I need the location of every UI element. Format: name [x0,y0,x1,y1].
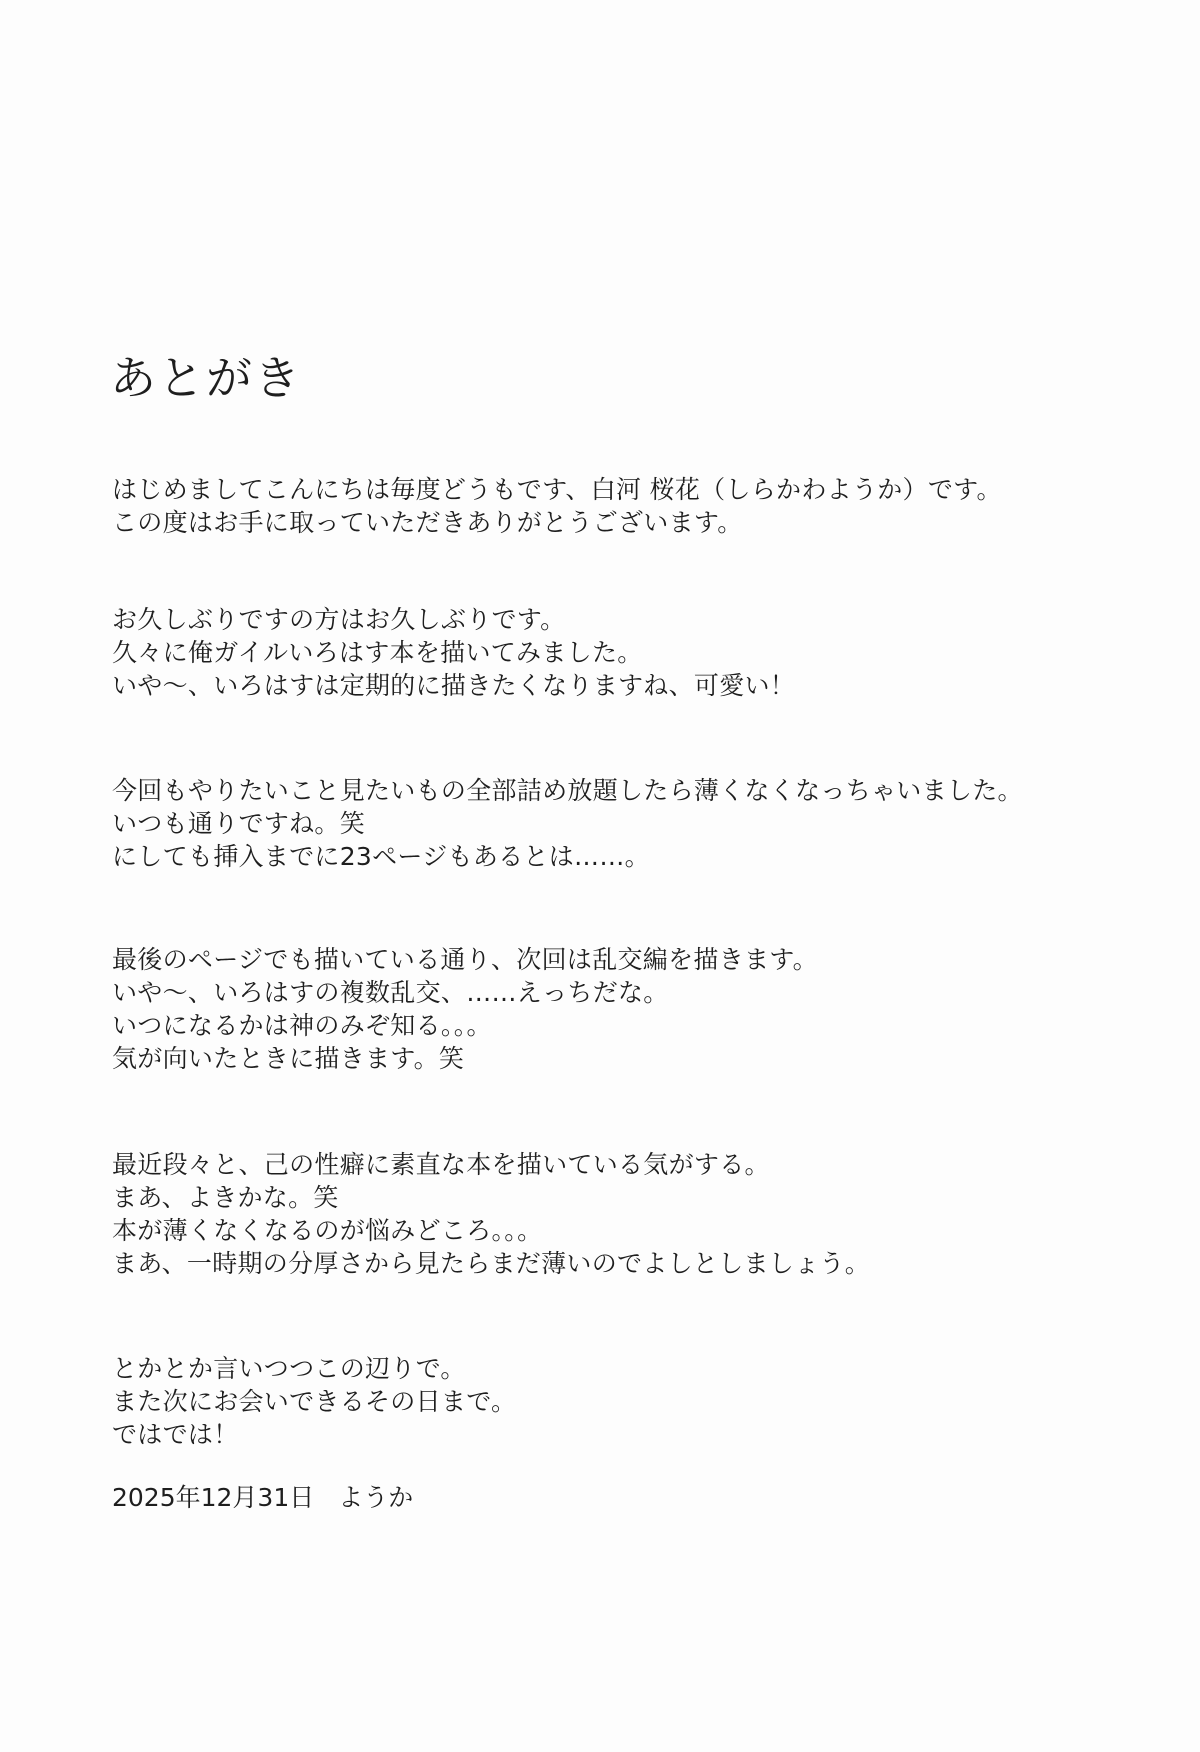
text-line: 久々に俺ガイルいろはす本を描いてみました。 [112,638,643,667]
paragraph-this-time [112,774,1023,873]
text-line: はじめましてこんにちは毎度どうもです、白河 桜花（しらかわようか）です。 [112,475,1002,504]
text-line: 最後のページでも描いている通り、次回は乱交編を描きます。 [112,945,818,974]
text-line: まあ、一時期の分厚さから見たらまだ薄いのでよしとしましょう。 [112,1249,871,1278]
signoff-author: ようか [338,1483,414,1512]
text-line: 今回もやりたいこと見たいもの全部詰め放題したら薄くなくなっちゃいました。 [112,776,1023,805]
text-line: 本が薄くなくなるのが悩みどころ。。。 [112,1216,543,1245]
text-line: お久しぶりですの方はお久しぶりです。 [112,605,566,634]
text-line: にしても挿入までに23ページもあるとは……。 [112,842,650,871]
text-line: ではでは！ [112,1420,239,1449]
text-line: まあ、よきかな。笑 [112,1183,339,1212]
page-title: あとがき [110,351,302,405]
paragraph-closing [112,1352,516,1451]
signoff [112,1481,413,1514]
text-line: この度はお手に取っていただきありがとうございます。 [112,508,743,537]
text-line: 最近段々と、己の性癖に素直な本を描いている気がする。 [112,1150,770,1179]
text-line: いや～、いろはすは定期的に描きたくなりますね、可愛い！ [112,671,796,700]
paragraph-greeting [112,473,1002,539]
text-line: いつになるかは神のみぞ知る。。。 [112,1011,492,1040]
paragraph-recently [112,1148,870,1280]
signoff-date: 2025年12月31日 [112,1483,315,1512]
paragraph-long-time [112,603,795,702]
text-line: いや～、いろはすの複数乱交、……えっちだな。 [112,978,669,1007]
text-line: 気が向いたときに描きます。笑 [112,1044,465,1073]
paragraph-next-time [112,943,818,1075]
text-line: とかとか言いつつこの辺りで。 [112,1354,466,1383]
text-line: いつも通りですね。笑 [112,809,366,838]
text-line: また次にお会いできるその日まで。 [112,1387,517,1416]
